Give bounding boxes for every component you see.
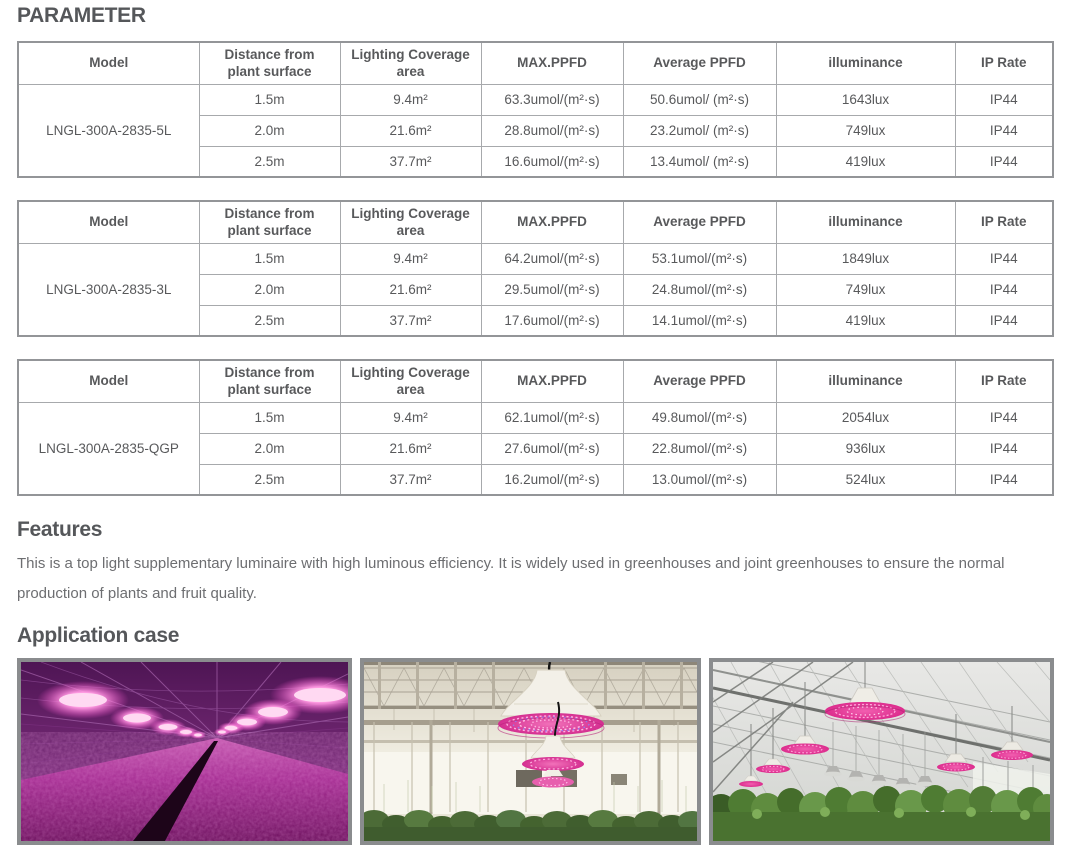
model-cell: LNGL-300A-2835-3L [18, 243, 199, 336]
coverage-cell: 21.6m² [340, 433, 481, 464]
col-header-max-ppfd: MAX.PPFD [481, 42, 623, 84]
greenhouse-ufo-luminaire-closeup-illustration [364, 662, 697, 841]
col-header-model: Model [18, 360, 199, 402]
application-photo-1 [17, 658, 352, 845]
model-cell: LNGL-300A-2835-5L [18, 84, 199, 177]
ip-rate-cell: IP44 [955, 146, 1053, 177]
greenhouse-pink-led-interior-illustration [21, 662, 348, 841]
coverage-cell: 21.6m² [340, 274, 481, 305]
coverage-cell: 21.6m² [340, 115, 481, 146]
col-header-max-ppfd: MAX.PPFD [481, 360, 623, 402]
distance-cell: 2.0m [199, 274, 340, 305]
distance-cell: 2.5m [199, 146, 340, 177]
col-header-distance: Distance from plant surface [199, 360, 340, 402]
col-header-distance: Distance from plant surface [199, 201, 340, 243]
header-row [18, 360, 1053, 402]
parameter-table-5L [17, 41, 1054, 178]
illuminance-cell: 1849lux [776, 243, 955, 274]
application-photos [17, 658, 1052, 845]
parameter-table-QGP [17, 359, 1054, 496]
col-header-avg-ppfd: Average PPFD [623, 360, 776, 402]
distance-cell: 2.5m [199, 464, 340, 495]
illuminance-cell: 419lux [776, 146, 955, 177]
max-ppfd-cell: 29.5umol/(m²·s) [481, 274, 623, 305]
max-ppfd-cell: 64.2umol/(m²·s) [481, 243, 623, 274]
greenhouse-ufo-lamps-over-crops-illustration [713, 662, 1050, 841]
col-header-ip-rate: IP Rate [955, 42, 1053, 84]
coverage-cell: 37.7m² [340, 305, 481, 336]
features-text: This is a top light supplementary luminaire with high luminous efficiency. It is widely used in greenhouses and joint greenhouses to ensure the normal production of plants and fruit quality. [17, 555, 1005, 602]
avg-ppfd-cell: 53.1umol/(m²·s) [623, 243, 776, 274]
distance-cell: 1.5m [199, 84, 340, 115]
col-header-distance: Distance from plant surface [199, 42, 340, 84]
features-title: Features [17, 518, 103, 541]
avg-ppfd-cell: 49.8umol/(m²·s) [623, 402, 776, 433]
application-photo-3 [709, 658, 1054, 845]
illuminance-cell: 1643lux [776, 84, 955, 115]
col-header-illuminance: illuminance [776, 42, 955, 84]
avg-ppfd-cell: 13.0umol/(m²·s) [623, 464, 776, 495]
header-row [18, 201, 1053, 243]
col-header-coverage: Lighting Coverage area [340, 201, 481, 243]
avg-ppfd-cell: 13.4umol/ (m²·s) [623, 146, 776, 177]
illuminance-cell: 524lux [776, 464, 955, 495]
illuminance-cell: 2054lux [776, 402, 955, 433]
parameter-table-3L [17, 200, 1054, 337]
col-header-avg-ppfd: Average PPFD [623, 201, 776, 243]
illuminance-cell: 749lux [776, 274, 955, 305]
col-header-model: Model [18, 42, 199, 84]
avg-ppfd-cell: 14.1umol/(m²·s) [623, 305, 776, 336]
coverage-cell: 9.4m² [340, 402, 481, 433]
ip-rate-cell: IP44 [955, 84, 1053, 115]
avg-ppfd-cell: 23.2umol/ (m²·s) [623, 115, 776, 146]
avg-ppfd-cell: 50.6umol/ (m²·s) [623, 84, 776, 115]
ip-rate-cell: IP44 [955, 115, 1053, 146]
coverage-cell: 9.4m² [340, 84, 481, 115]
distance-cell: 1.5m [199, 243, 340, 274]
col-header-max-ppfd: MAX.PPFD [481, 201, 623, 243]
ip-rate-cell: IP44 [955, 402, 1053, 433]
max-ppfd-cell: 62.1umol/(m²·s) [481, 402, 623, 433]
application-photo-2 [360, 658, 701, 845]
illuminance-cell: 419lux [776, 305, 955, 336]
ip-rate-cell: IP44 [955, 433, 1053, 464]
max-ppfd-cell: 28.8umol/(m²·s) [481, 115, 623, 146]
application-title: Application case [17, 624, 180, 647]
distance-cell: 2.0m [199, 433, 340, 464]
illuminance-cell: 936lux [776, 433, 955, 464]
coverage-cell: 37.7m² [340, 146, 481, 177]
max-ppfd-cell: 16.2umol/(m²·s) [481, 464, 623, 495]
ip-rate-cell: IP44 [955, 305, 1053, 336]
col-header-coverage: Lighting Coverage area [340, 42, 481, 84]
table-row [18, 402, 1053, 433]
coverage-cell: 9.4m² [340, 243, 481, 274]
ip-rate-cell: IP44 [955, 243, 1053, 274]
col-header-illuminance: illuminance [776, 201, 955, 243]
illuminance-cell: 749lux [776, 115, 955, 146]
distance-cell: 2.0m [199, 115, 340, 146]
coverage-cell: 37.7m² [340, 464, 481, 495]
avg-ppfd-cell: 22.8umol/(m²·s) [623, 433, 776, 464]
model-cell: LNGL-300A-2835-QGP [18, 402, 199, 495]
col-header-ip-rate: IP Rate [955, 360, 1053, 402]
col-header-model: Model [18, 201, 199, 243]
max-ppfd-cell: 63.3umol/(m²·s) [481, 84, 623, 115]
parameter-title: PARAMETER [17, 4, 146, 27]
col-header-avg-ppfd: Average PPFD [623, 42, 776, 84]
header-row [18, 42, 1053, 84]
col-header-illuminance: illuminance [776, 360, 955, 402]
distance-cell: 2.5m [199, 305, 340, 336]
table-row [18, 84, 1053, 115]
max-ppfd-cell: 17.6umol/(m²·s) [481, 305, 623, 336]
col-header-ip-rate: IP Rate [955, 201, 1053, 243]
table-row [18, 243, 1053, 274]
ip-rate-cell: IP44 [955, 274, 1053, 305]
max-ppfd-cell: 16.6umol/(m²·s) [481, 146, 623, 177]
ip-rate-cell: IP44 [955, 464, 1053, 495]
max-ppfd-cell: 27.6umol/(m²·s) [481, 433, 623, 464]
col-header-coverage: Lighting Coverage area [340, 360, 481, 402]
avg-ppfd-cell: 24.8umol/(m²·s) [623, 274, 776, 305]
distance-cell: 1.5m [199, 402, 340, 433]
